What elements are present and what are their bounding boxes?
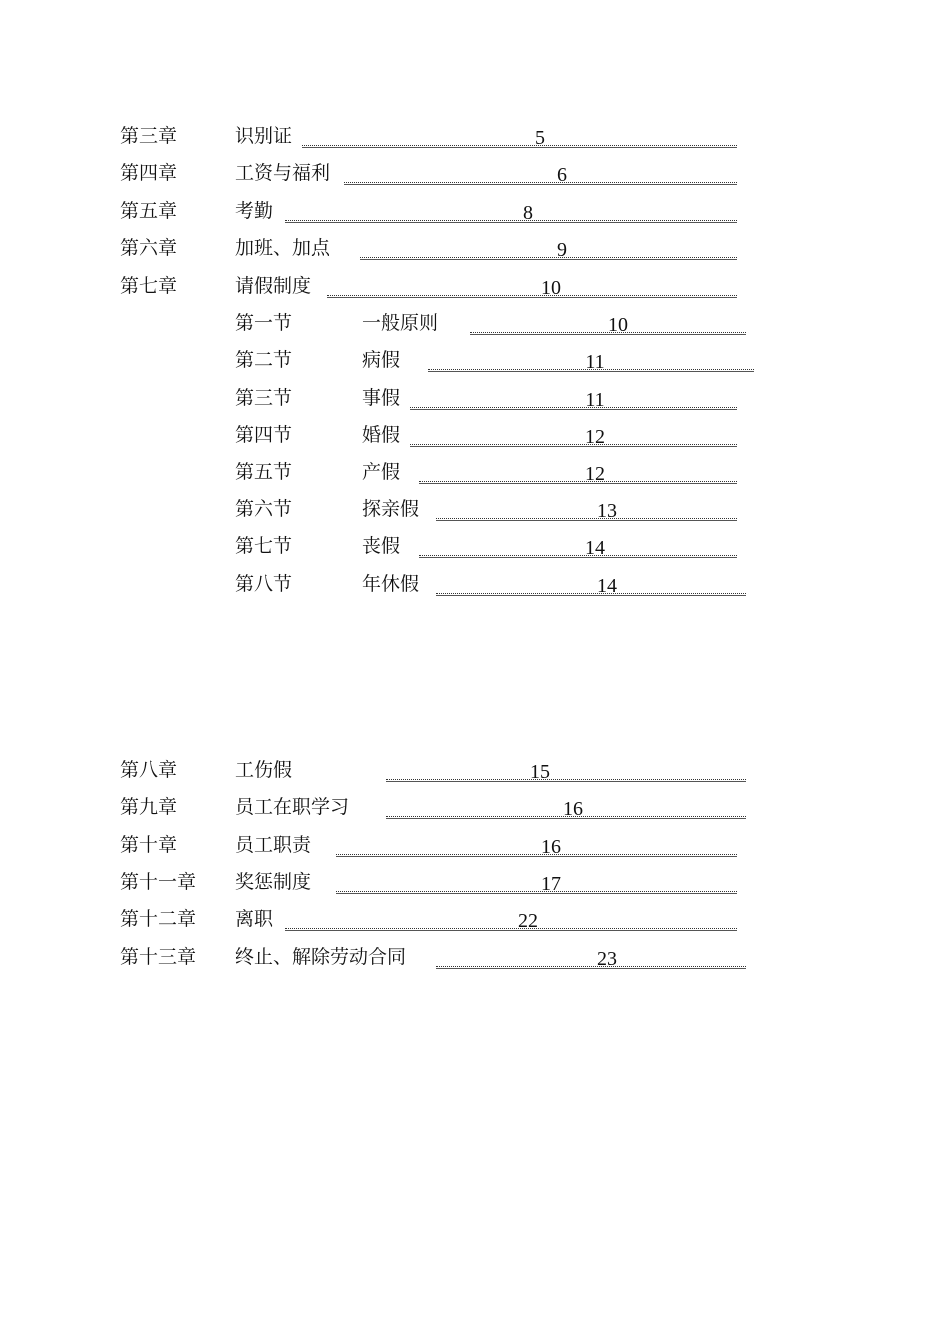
page-number: 17 (541, 873, 561, 895)
leader-line (285, 220, 737, 221)
page-number: 11 (585, 351, 605, 373)
toc-chapter-entry (0, 906, 950, 932)
leader-line (360, 257, 737, 258)
section-title: 产假 (362, 461, 401, 483)
toc-chapter-entry (0, 944, 950, 970)
page-number: 11 (585, 389, 605, 411)
page-number: 9 (557, 239, 567, 261)
leader-line (436, 518, 737, 519)
toc-chapter-entry (0, 198, 950, 224)
chapter-number: 第十一章 (120, 871, 197, 893)
page-number: 6 (557, 164, 567, 186)
chapter-number: 第八章 (120, 759, 178, 781)
toc-chapter-entry (0, 235, 950, 261)
section-title: 一般原则 (362, 312, 439, 334)
chapter-number: 第九章 (120, 796, 178, 818)
toc-chapter-entry (0, 160, 950, 186)
section-number: 第三节 (235, 387, 293, 409)
toc-chapter-entry (0, 794, 950, 820)
leader-line (410, 407, 737, 408)
toc-chapter-entry (0, 869, 950, 895)
page-number: 16 (563, 798, 583, 820)
chapter-title: 考勤 (235, 200, 274, 222)
toc-section-entry (0, 422, 950, 448)
page-number: 22 (518, 910, 538, 932)
chapter-title: 工资与福利 (235, 162, 331, 184)
toc-section-entry (0, 310, 950, 336)
section-number: 第二节 (235, 349, 293, 371)
toc-section-entry (0, 347, 950, 373)
page-number: 8 (523, 202, 533, 224)
leader-line (419, 555, 737, 556)
chapter-title: 识别证 (235, 125, 293, 147)
chapter-number: 第三章 (120, 125, 178, 147)
section-title: 丧假 (362, 535, 401, 557)
chapter-number: 第十三章 (120, 946, 197, 968)
leader-line (285, 928, 737, 929)
leader-line (327, 295, 737, 296)
toc-chapter-entry (0, 757, 950, 783)
page-number: 16 (541, 836, 561, 858)
leader-line (410, 444, 737, 445)
toc-chapter-entry (0, 273, 950, 299)
page-number: 14 (585, 537, 605, 559)
chapter-title: 员工职责 (235, 834, 312, 856)
chapter-number: 第七章 (120, 275, 178, 297)
page-number: 12 (585, 463, 605, 485)
section-title: 探亲假 (362, 498, 420, 520)
page-number: 15 (530, 761, 550, 783)
leader-line (386, 779, 746, 780)
section-number: 第八节 (235, 573, 293, 595)
chapter-title: 工伤假 (235, 759, 293, 781)
section-number: 第六节 (235, 498, 293, 520)
chapter-number: 第五章 (120, 200, 178, 222)
leader-line (302, 145, 737, 146)
toc-section-entry (0, 496, 950, 522)
section-number: 第五节 (235, 461, 293, 483)
leader-line (344, 182, 737, 183)
toc-section-entry (0, 385, 950, 411)
toc-chapter-entry (0, 123, 950, 149)
chapter-number: 第四章 (120, 162, 178, 184)
chapter-title: 员工在职学习 (235, 796, 350, 818)
leader-line (419, 481, 737, 482)
page-number: 10 (608, 314, 628, 336)
leader-line (336, 854, 737, 855)
chapter-number: 第十章 (120, 834, 178, 856)
page-number: 10 (541, 277, 561, 299)
leader-line (336, 891, 737, 892)
leader-line (436, 593, 746, 594)
chapter-title: 终止、解除劳动合同 (235, 946, 407, 968)
chapter-title: 奖惩制度 (235, 871, 312, 893)
section-title: 病假 (362, 349, 401, 371)
section-number: 第七节 (235, 535, 293, 557)
section-title: 事假 (362, 387, 401, 409)
page-number: 12 (585, 426, 605, 448)
toc-section-entry (0, 533, 950, 559)
toc-chapter-entry (0, 832, 950, 858)
chapter-number: 第六章 (120, 237, 178, 259)
page-number: 23 (597, 948, 617, 970)
leader-line (436, 966, 746, 967)
section-number: 第四节 (235, 424, 293, 446)
section-number: 第一节 (235, 312, 293, 334)
toc-section-entry (0, 571, 950, 597)
page-number: 13 (597, 500, 617, 522)
section-title: 年休假 (362, 573, 420, 595)
section-title: 婚假 (362, 424, 401, 446)
page-number: 5 (535, 127, 545, 149)
toc-section-entry (0, 459, 950, 485)
page-number: 14 (597, 575, 617, 597)
chapter-title: 离职 (235, 908, 274, 930)
chapter-number: 第十二章 (120, 908, 197, 930)
chapter-title: 加班、加点 (235, 237, 331, 259)
chapter-title: 请假制度 (235, 275, 312, 297)
